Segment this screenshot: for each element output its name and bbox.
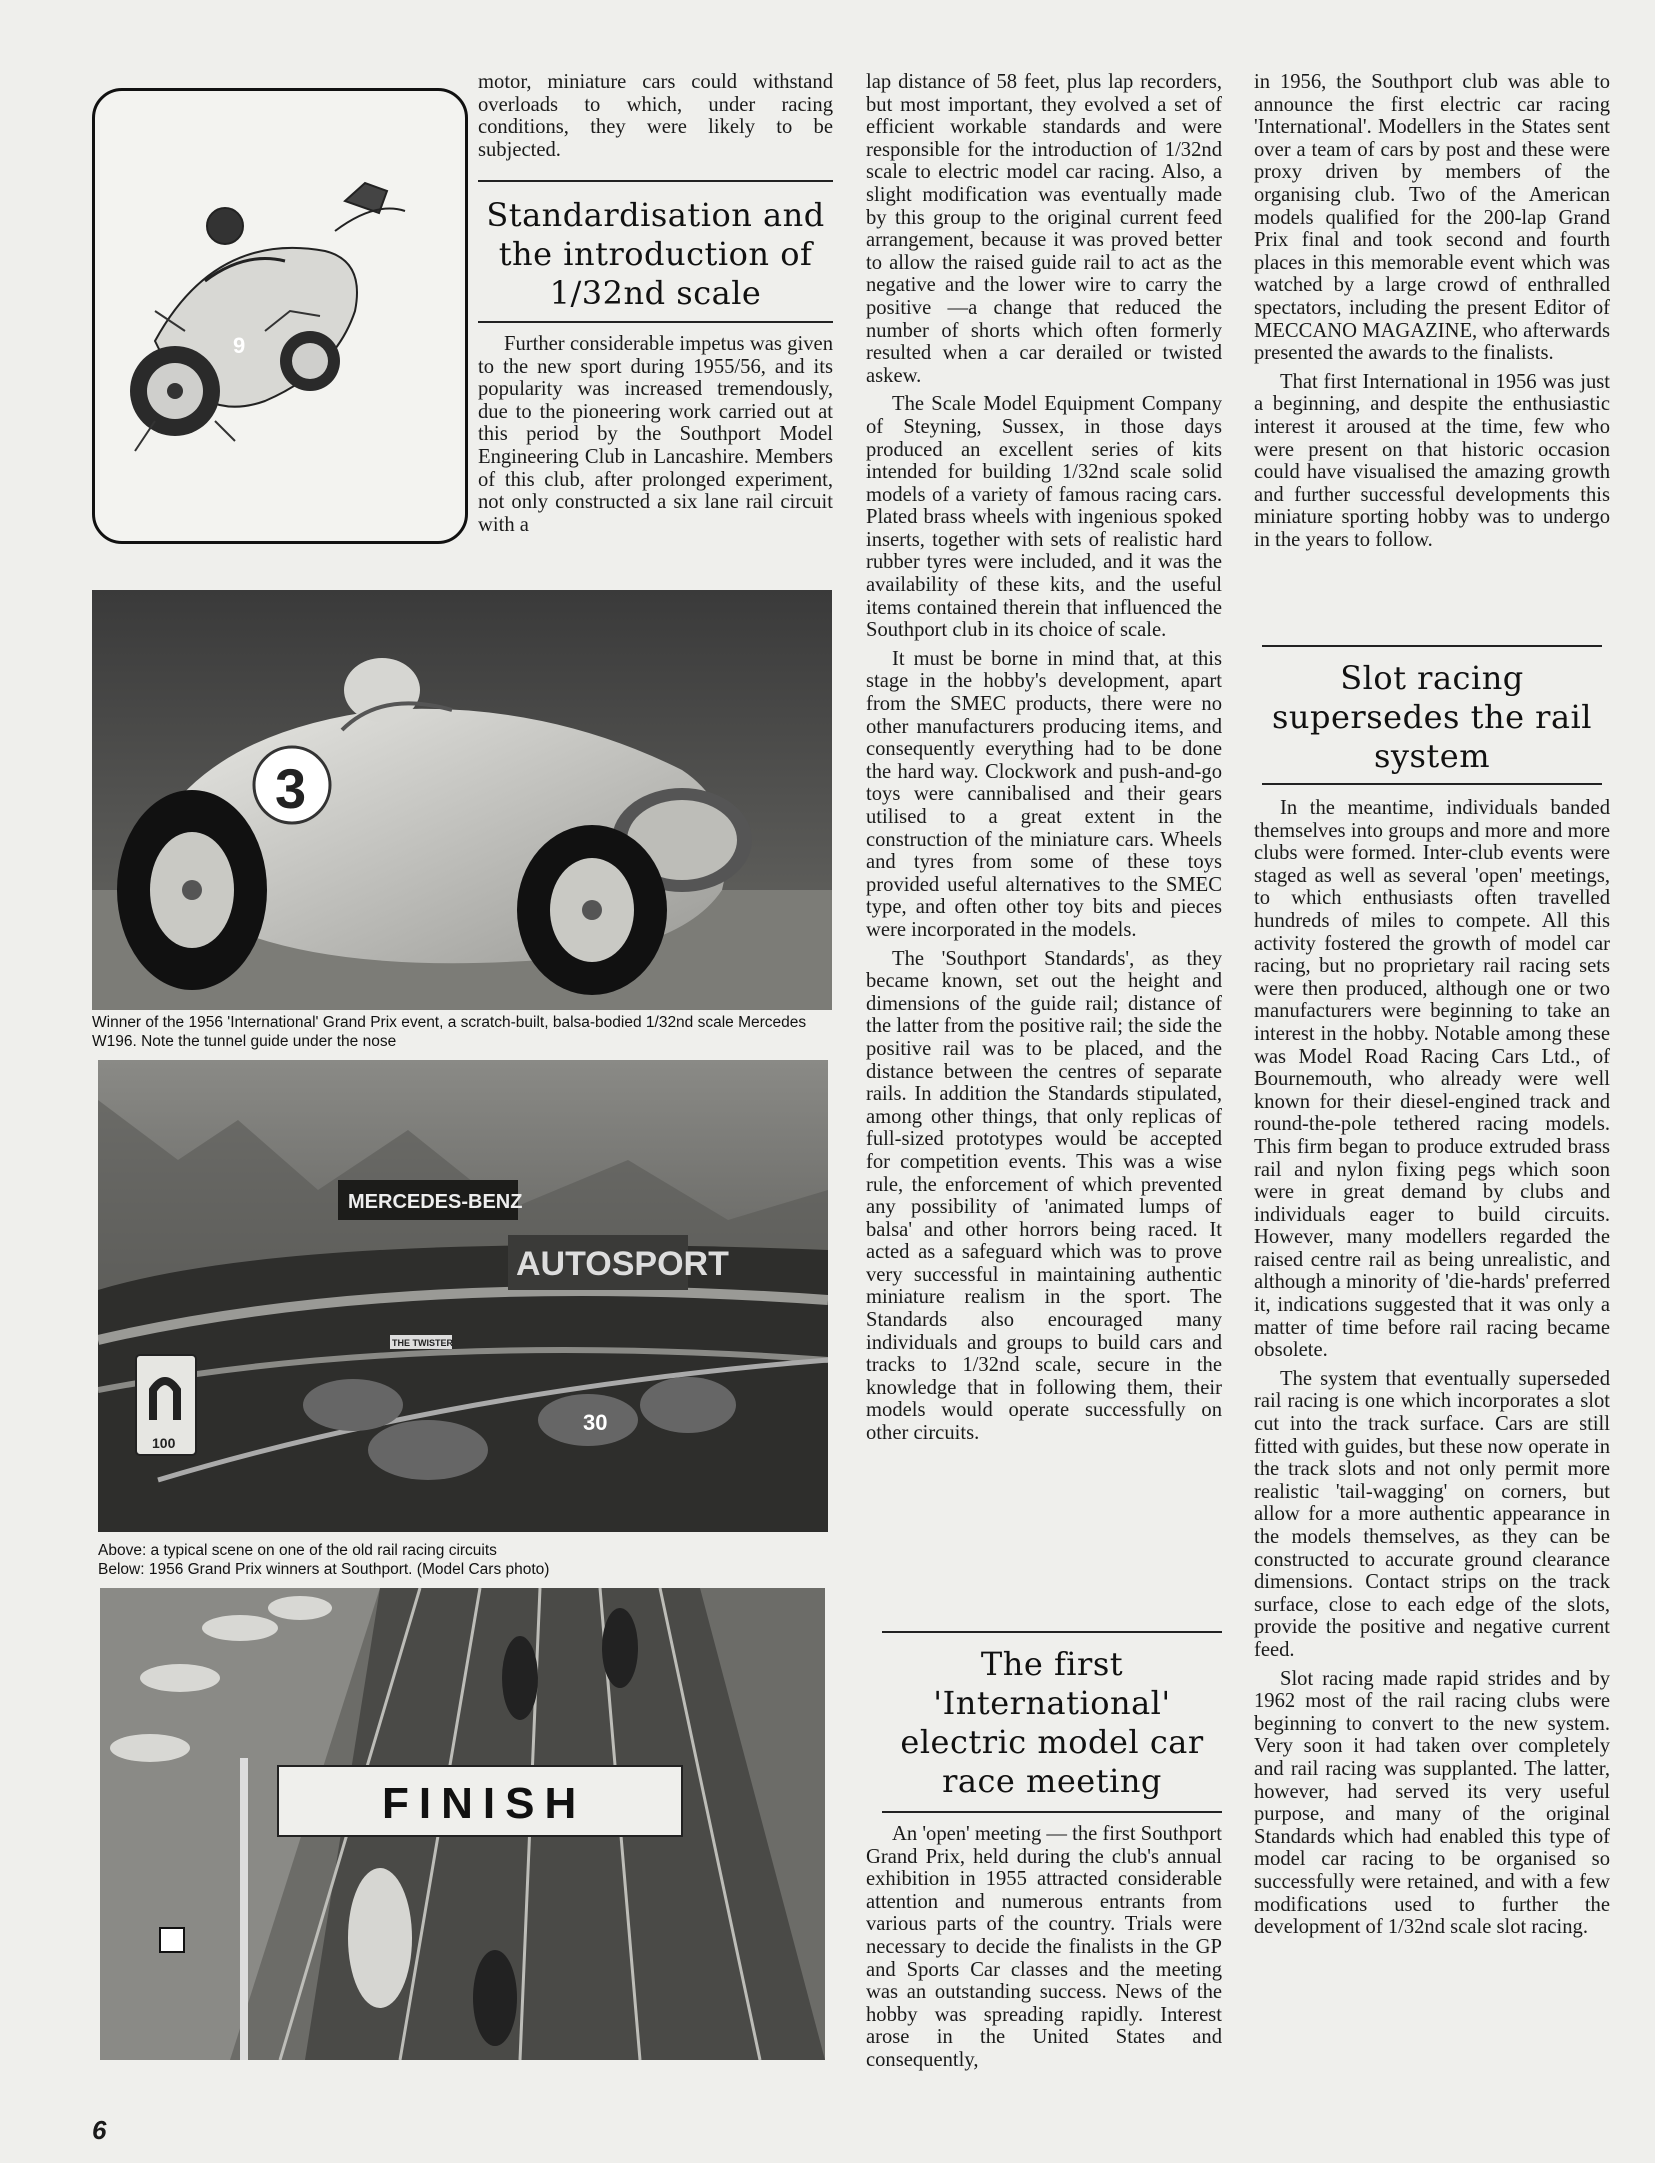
col2-paragraph-4: The 'Southport Standards', as they became known, set out the height and dimensions of the guide rail; distance of the latter from the positive rail; the side the positive rail was to be placed, and the distance between the centres of separate rails. In addition the Standards stipulated, among other things, that only replicas of full-sized prototypes would be accepted for competition events. This was a wise rule, the enforcement of which prevented any possibility of 'animated lumps of balsa' and other horrors being raced. It acted as a safeguard which was to prove very successful in maintaining authentic miniature realism in the sport. The Standards also encouraged many individuals and groups to build cars and tracks to 1/32nd scale, secure in the knowledge that in following them, their models would operate successfully on other circuits.: [866, 947, 1222, 1445]
autosport-banner: AUTOSPORT: [516, 1245, 729, 1283]
column2-bottom-body: [866, 1823, 1222, 2078]
col3-paragraph-3: In the meantime, individuals banded themselves into groups and more and more clubs were formed. Inter-club events were staged as well as several 'open' meetings, to which enthusiasts often travelled hundreds of miles to compete. All this activity fostered the growth of model car racing, but no proprietary rail racing sets were then produced, although one or two manufacturers were beginning to take an interest in the hobby. Notable among these was Model Road Racing Cars Ltd., of Bournemouth, who already were well known for their diesel-engined track and round-the-pole tethered racing models. This firm began to produce extruded brass rail and nylon fixing pegs which soon were in great demand by clubs and individuals eager to build circuits. However, many modellers regarded the raised centre rail as being unrealistic, and although a minority of 'die-hards' preferred it, indications suggested that it was only a matter of time before rail racing became obsolete.: [1254, 797, 1610, 1362]
col2-paragraph-3: It must be borne in mind that, at this stage in the hobby's development, apart from the SMEC products, there were no other manufacturers producing items, and consequently everything had to be done the hard way. Clockwork and push-and-go toys were cannibalised and their gears utilised to a great extent in the construction of the miniature cars. Wheels and tyres from some of these toys provided useful alternatives to the SMEC type, and often other toy bits and pieces were incorporated in the models.: [866, 647, 1222, 941]
col1-intro-paragraph: motor, miniature cars could withstand overloads to which, under racing conditions, they were likely to be subjected.: [478, 71, 833, 161]
col2-paragraph-5: An 'open' meeting — the first Southport Grand Prix, held during the club's annual exhibition in 1955 attracted considerable attention and numerous entrants from various parts of the country. Trials were necessary to decide the finalists in the GP and Sports Car classes and the meeting was an outstanding success. News of the hobby was spreading rapidly. Interest arose in the United States and consequently,: [866, 1823, 1223, 2071]
mercedes-photo-caption: Winner of the 1956 'International' Grand Prix event, a scratch-built, balsa-bodied 1/32nd scale Mercedes W196. Note the tunnel guide under the nose: [92, 1014, 807, 1050]
heading-slot-racing: Slot racing supersedes the rail system: [1271, 659, 1593, 775]
col2-paragraph-2: The Scale Model Equipment Company of Steyning, Sussex, in those days produced an excellent series of kits intended for building 1/32nd scale solid models of a variety of famous racing cars. Plated brass wheels with ingenious spoked inserts, together with sets of realistic hard rubber tyres were included, and it was the availability of these kits, and the useful items contained therein that influenced the Southport club in its choice of scale.: [866, 393, 1222, 642]
col1-heading-rule-bottom: [478, 321, 833, 323]
car-number-3: 3: [275, 757, 307, 820]
twister-sign: THE TWISTER: [392, 1338, 453, 1348]
col3-paragraph-5: Slot racing made rapid strides and by 1962 most of the rail racing clubs were beginning to convert to the new system. Very soon it had taken over completely and rail racing was supplanted. The latter, however, had served its very useful purpose, and many of the original Standards which had enabled this type of model car racing to be organised so successfully were retained, and with a few modifications used to further the development of 1/32nd scale slot racing.: [1254, 1667, 1610, 1939]
col2-heading-rule-top: [882, 1631, 1222, 1633]
finish-line-photo: [100, 1588, 825, 2060]
column3-body: [1254, 71, 1610, 557]
column1-body: [478, 333, 833, 542]
col3-heading-rule-top: [1262, 645, 1602, 647]
col1-heading-rule-top: [478, 180, 833, 182]
circuit-caption-below: Below: 1956 Grand Prix winners at Southport. (Model Cars photo): [98, 1561, 550, 1578]
page-number: 6: [92, 2115, 107, 2145]
column1-top-text: [478, 71, 833, 167]
heading-standardisation: Standardisation and the introduction of 1/32nd scale: [486, 196, 825, 312]
col3-paragraph-1: in 1956, the Southport club was able to announce the first electric car racing 'International'. Modellers in the States sent over a team of cars by post and these were proxy driven by members of the organising club. Two of the American models qualified for the 200-lap Grand Prix final and took second and fourth places in this memorable event which was watched by a large crowd of enthralled spectators, including the present Editor of MECCANO MAGAZINE, who afterwards presented the awards to the finalists.: [1254, 71, 1610, 365]
col3-paragraph-4: The system that eventually superseded rail racing is one which incorporates a slot cut into the track surface. Cars are still fitted with guides, but these now operate in the track slots and not only permit more realistic 'tail-wagging' on corners, but allow for a more authentic appearance in the models themselves, as they can be constructed to accurate ground clearance dimensions. Contact strips on the track surface, close to each edge of the slots, provide the positive and negative current feed.: [1254, 1367, 1610, 1661]
col3-paragraph-2: That first International in 1956 was just a beginning, and despite the enthusiastic interest it aroused at the time, few who were present on that historic occasion could have visualised the amazing growth and further successful developments this miniature sporting hobby was to undergo in the years to follow.: [1254, 370, 1610, 551]
column3-lower-body: [1254, 797, 1610, 1945]
col2-heading-rule-bottom: [882, 1811, 1222, 1813]
speed-sign-label: 100: [152, 1435, 176, 1451]
col3-heading-rule-bottom: [1262, 783, 1602, 785]
col1-paragraph: Further considerable impetus was given to the new sport during 1955/56, and its popularity was increased tremendously, due to the pioneering work carried out at this period by the Southport Model Engineering Club in Lancashire. Members of this club, after prolonged experiment, not only constructed a six lane rail circuit with a: [478, 333, 833, 536]
rail-circuit-photo: [98, 1060, 828, 1532]
circuit-caption-above: Above: a typical scene on one of the old rail racing circuits: [98, 1542, 497, 1559]
col2-paragraph-1: lap distance of 58 feet, plus lap recorders, but most important, they evolved a set of efficient workable standards and were responsible for the introduction of 1/32nd scale to electric model car racing. Also, a slight modification was eventually made by this group to the original current feed arrangement, because it was proved better to allow the raised guide rail to act as the negative and the lower wire to carry the positive —a change that reduced the number of shorts which often formerly resulted when a car derailed or twisted askew.: [866, 71, 1222, 387]
column2-body: [866, 71, 1222, 1451]
finish-banner: FINISH: [382, 1779, 587, 1828]
heading-first-international: The first 'International' electric model car race meeting: [900, 1645, 1204, 1800]
vintage-car-illustration: [92, 88, 468, 544]
mercedes-benz-banner: MERCEDES-BENZ: [348, 1191, 523, 1213]
mercedes-w196-photo: [92, 590, 832, 1010]
car-number-30: 30: [583, 1410, 608, 1435]
svg-text:9: 9: [233, 333, 246, 358]
